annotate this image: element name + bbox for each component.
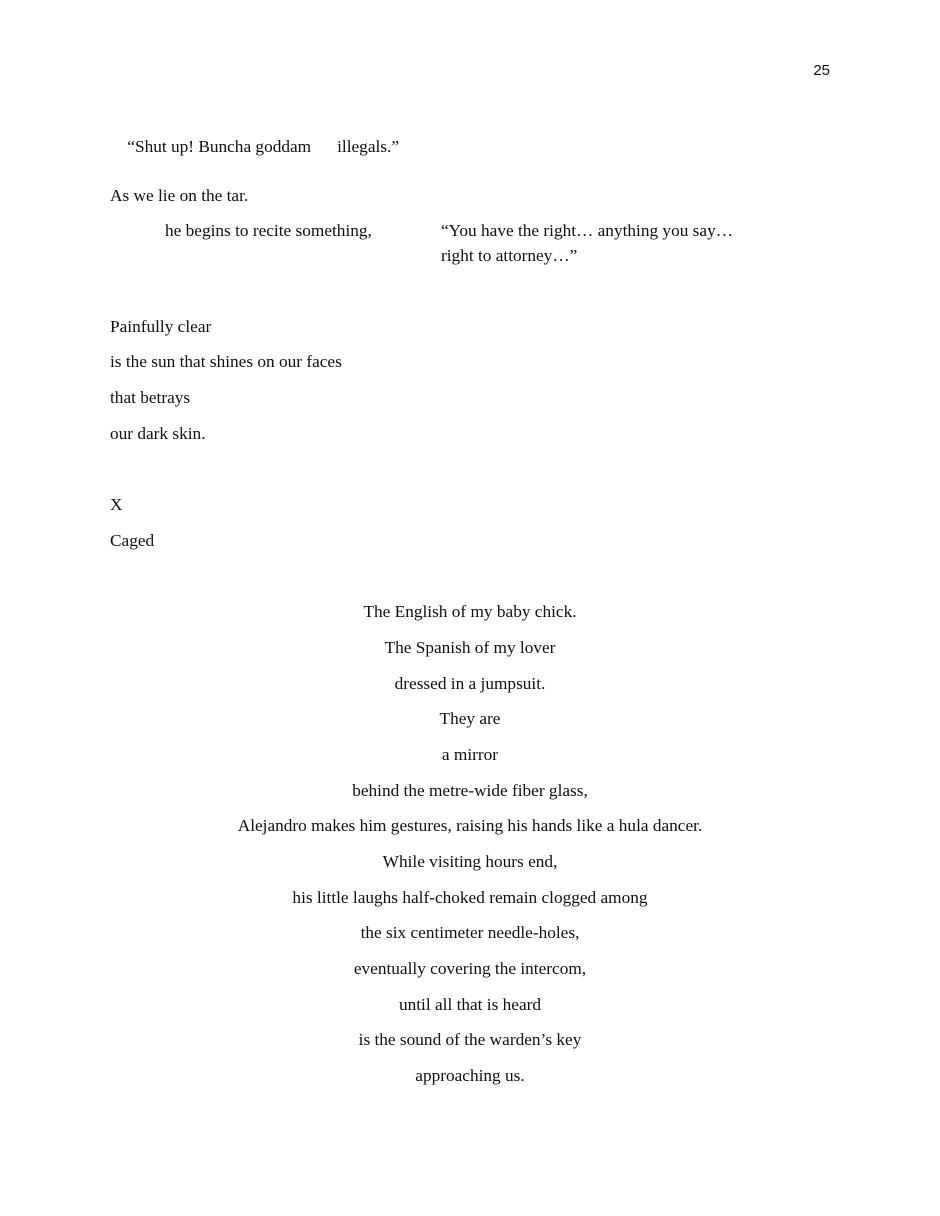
poem-line: his little laughs half-choked remain clogged among xyxy=(292,888,648,907)
poem-line: They are xyxy=(439,709,501,728)
shout-line xyxy=(110,114,399,180)
stanza-line: that betrays xyxy=(110,388,191,407)
poem-line: behind the metre-wide fiber glass, xyxy=(352,781,588,800)
stanza-line: is the sun that shines on our faces xyxy=(110,352,342,371)
page-number: 25 xyxy=(813,62,830,79)
shout-part-2: illegals.” xyxy=(337,137,400,156)
poem-line: While visiting hours end, xyxy=(382,852,558,871)
poem-line: The Spanish of my lover xyxy=(384,638,556,657)
shout-part-1: “Shut up! Buncha goddam xyxy=(127,137,312,156)
quoted-rights-line-2: right to attorney…” xyxy=(441,246,578,265)
poem-line: until all that is heard xyxy=(398,995,542,1014)
section-title: Caged xyxy=(110,531,155,550)
stanza-line: Painfully clear xyxy=(110,317,212,336)
quoted-rights-line-1: “You have the right… anything you say… xyxy=(441,221,733,240)
stanza-line-indented: he begins to recite something, xyxy=(165,221,372,240)
poem-line: The English of my baby chick. xyxy=(363,602,577,621)
poem-line: approaching us. xyxy=(415,1066,525,1085)
stanza-line: our dark skin. xyxy=(110,424,206,443)
poem-line: dressed in a jumpsuit. xyxy=(394,674,546,693)
poem-line: eventually covering the intercom, xyxy=(353,959,587,978)
poem-line: is the sound of the warden’s key xyxy=(358,1030,582,1049)
section-numeral: X xyxy=(110,495,123,514)
poem-line: Alejandro makes him gestures, raising his hands like a hula dancer. xyxy=(237,816,703,835)
poem-line: a mirror xyxy=(441,745,499,764)
poem-line: the six centimeter needle-holes, xyxy=(360,923,580,942)
stanza-line: As we lie on the tar. xyxy=(110,186,249,205)
